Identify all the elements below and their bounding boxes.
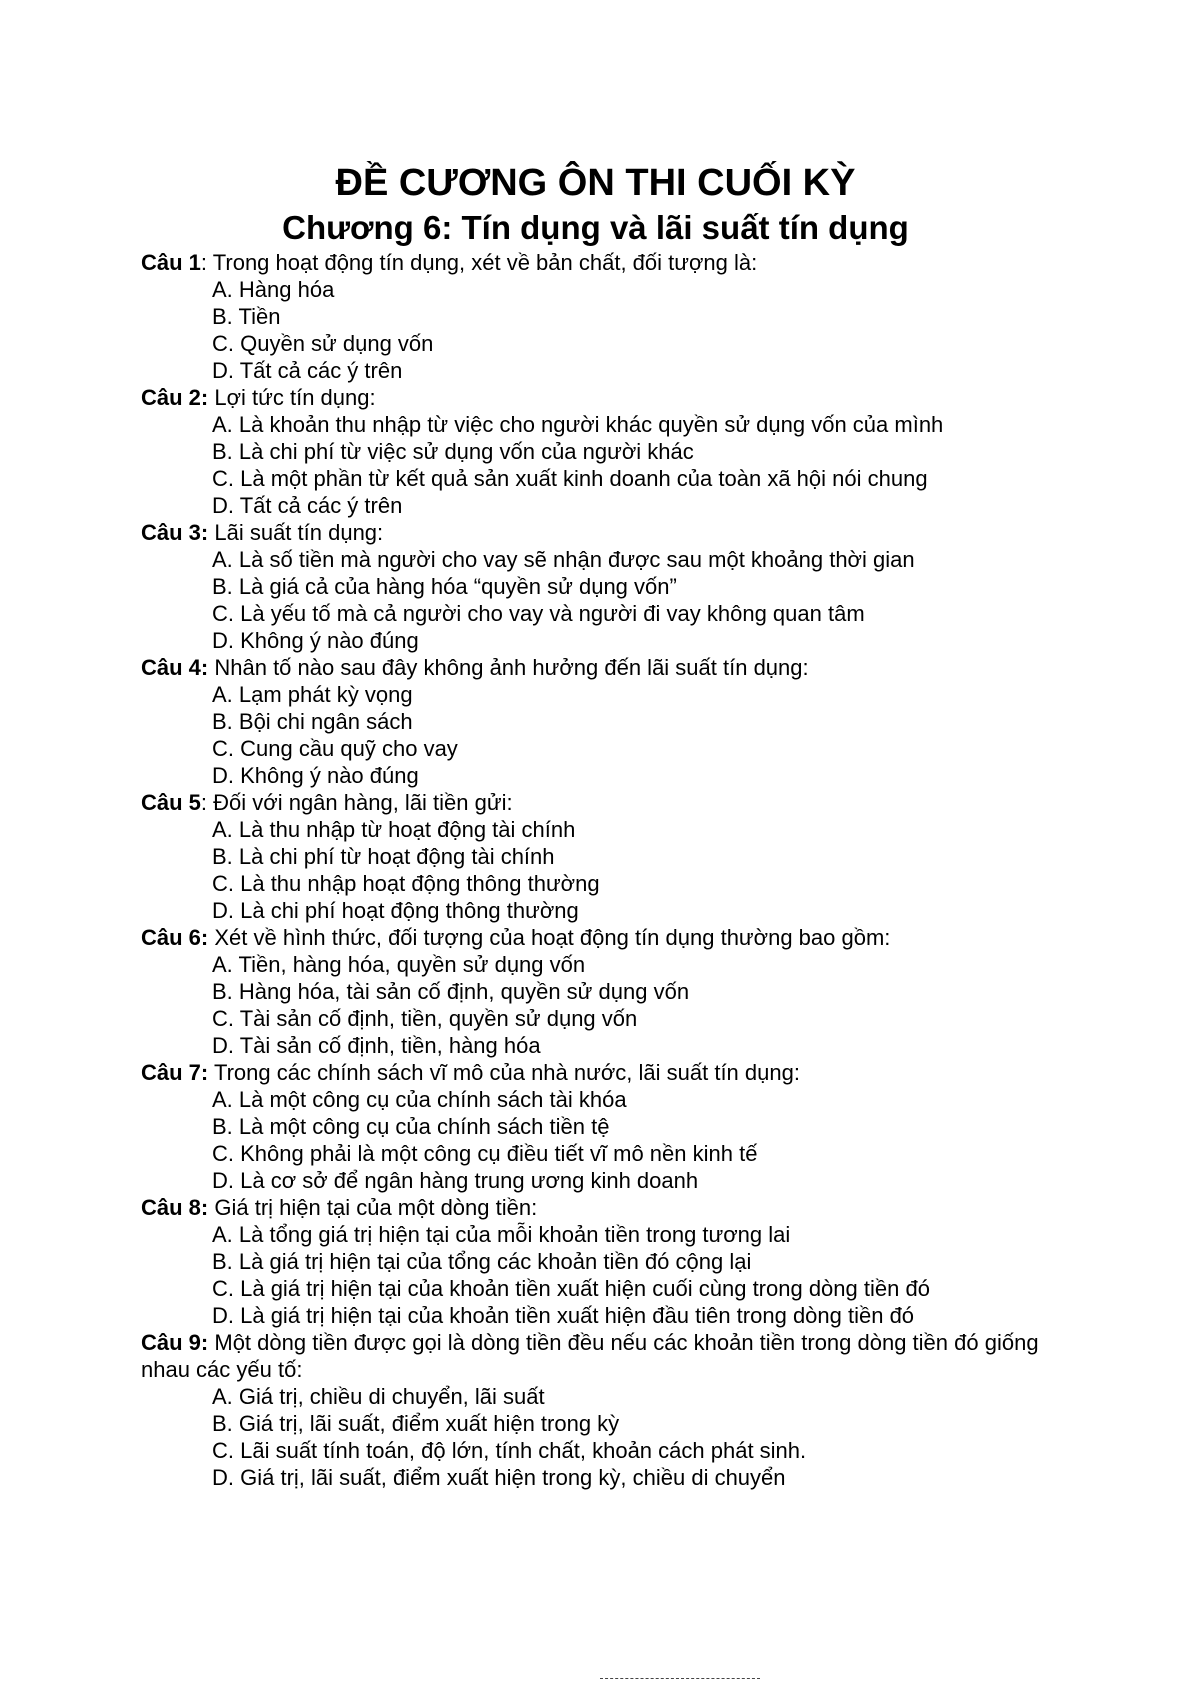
question-text: Xét về hình thức, đối tượng của hoạt động tín dụng thường bao gồm: (208, 925, 891, 950)
answer-options (141, 276, 1041, 384)
question-text: Trong hoạt động tín dụng, xét về bản chất, đối tượng là: (207, 250, 758, 275)
answer-option: D. Tất cả các ý trên (212, 358, 403, 383)
answer-option: D. Là chi phí hoạt động thông thường (212, 898, 579, 923)
answer-options (141, 1383, 1041, 1491)
question-stem (141, 1329, 1041, 1383)
question-separator: : (200, 250, 208, 275)
question-block (141, 1329, 1041, 1491)
answer-option: A. Giá trị, chiều di chuyển, lãi suất (212, 1384, 545, 1409)
answer-option: D. Tài sản cố định, tiền, hàng hóa (212, 1033, 541, 1058)
answer-option: A. Là một công cụ của chính sách tài khóa (212, 1087, 627, 1112)
answer-option: C. Là thu nhập hoạt động thông thường (212, 871, 600, 896)
answer-option: B. Hàng hóa, tài sản cố định, quyền sử dụng vốn (212, 979, 690, 1004)
question-number: Câu 8: (141, 1195, 209, 1220)
answer-option: B. Giá trị, lãi suất, điểm xuất hiện trong kỳ (212, 1411, 620, 1436)
answer-option: B. Là một công cụ của chính sách tiền tệ (212, 1114, 610, 1139)
question-block (141, 1059, 1041, 1194)
answer-option: C. Là yếu tố mà cả người cho vay và người đi vay không quan tâm (212, 601, 865, 626)
question-text: Giá trị hiện tại của một dòng tiền: (208, 1195, 538, 1220)
answer-option: C. Không phải là một công cụ điều tiết vĩ mô nền kinh tế (212, 1141, 758, 1166)
question-stem (141, 384, 1041, 411)
answer-option: B. Tiền (212, 304, 281, 329)
answer-options (141, 816, 1041, 924)
answer-option: A. Là số tiền mà người cho vay sẽ nhận được sau một khoảng thời gian (212, 547, 915, 572)
answer-option: A. Lạm phát kỳ vọng (212, 682, 413, 707)
answer-option: A. Là tổng giá trị hiện tại của mỗi khoản tiền trong tương lai (212, 1222, 791, 1247)
answer-option: A. Hàng hóa (212, 277, 335, 302)
question-text: Trong các chính sách vĩ mô của nhà nước, lãi suất tín dụng: (208, 1060, 800, 1085)
question-stem (141, 249, 1041, 276)
answer-option: C. Lãi suất tính toán, độ lớn, tính chất, khoản cách phát sinh. (212, 1438, 807, 1463)
document-title: ĐỀ CƯƠNG ÔN THI CUỐI KỲ (335, 162, 856, 204)
question-stem (141, 519, 1041, 546)
question-block (141, 519, 1041, 654)
answer-option: D. Là giá trị hiện tại của khoản tiền xuất hiện đầu tiên trong dòng tiền đó (212, 1303, 915, 1328)
answer-option: D. Tất cả các ý trên (212, 493, 403, 518)
answer-option: D. Giá trị, lãi suất, điểm xuất hiện trong kỳ, chiều di chuyển (212, 1465, 786, 1490)
question-text: Lãi suất tín dụng: (208, 520, 384, 545)
answer-option: B. Là chi phí từ hoạt động tài chính (212, 844, 555, 869)
answer-options (141, 546, 1041, 654)
answer-option: C. Là giá trị hiện tại của khoản tiền xuất hiện cuối cùng trong dòng tiền đó (212, 1276, 930, 1301)
question-number: Câu 7: (141, 1060, 209, 1085)
question-number: Câu 1 (141, 250, 201, 275)
answer-option: B. Là chi phí từ việc sử dụng vốn của người khác (212, 439, 694, 464)
question-block (141, 1194, 1041, 1329)
question-text: Nhân tố nào sau đây không ảnh hưởng đến lãi suất tín dụng: (208, 655, 809, 680)
question-stem (141, 924, 1041, 951)
answer-option: A. Là thu nhập từ hoạt động tài chính (212, 817, 576, 842)
answer-option: D. Không ý nào đúng (212, 628, 419, 653)
question-number: Câu 6: (141, 925, 209, 950)
answer-options (141, 681, 1041, 789)
question-text: Một dòng tiền được gọi là dòng tiền đều nếu các khoản tiền trong dòng tiền đó giống nhau các yếu tố: (141, 1330, 1039, 1382)
answer-option: B. Bội chi ngân sách (212, 709, 413, 734)
question-number: Câu 3: (141, 520, 209, 545)
question-number: Câu 2: (141, 385, 209, 410)
question-block (141, 789, 1041, 924)
question-number: Câu 4: (141, 655, 209, 680)
question-block (141, 249, 1041, 384)
answer-option: C. Cung cầu quỹ cho vay (212, 736, 458, 761)
chapter-title: Chương 6: Tín dụng và lãi suất tín dụng (282, 209, 909, 246)
question-block (141, 384, 1041, 519)
answer-options (141, 1086, 1041, 1194)
answer-option: D. Không ý nào đúng (212, 763, 419, 788)
answer-option: B. Là giá trị hiện tại của tổng các khoản tiền đó cộng lại (212, 1249, 752, 1274)
answer-options (141, 951, 1041, 1059)
question-stem (141, 1059, 1041, 1086)
question-list (141, 249, 1041, 1491)
question-text: Lợi tức tín dụng: (208, 385, 376, 410)
question-separator: : (200, 790, 208, 815)
question-stem (141, 789, 1041, 816)
answer-options (141, 1221, 1041, 1329)
answer-option: D. Là cơ sở để ngân hàng trung ương kinh doanh (212, 1168, 699, 1193)
answer-option: A. Là khoản thu nhập từ việc cho người khác quyền sử dụng vốn của mình (212, 412, 944, 437)
answer-option: A. Tiền, hàng hóa, quyền sử dụng vốn (212, 952, 586, 977)
question-number: Câu 9: (141, 1330, 209, 1355)
question-block (141, 924, 1041, 1059)
question-stem (141, 1194, 1041, 1221)
question-block (141, 654, 1041, 789)
footer-rule (600, 1678, 760, 1679)
answer-option: B. Là giá cả của hàng hóa “quyền sử dụng vốn” (212, 574, 677, 599)
answer-option: C. Quyền sử dụng vốn (212, 331, 434, 356)
question-text: Đối với ngân hàng, lãi tiền gửi: (207, 790, 513, 815)
answer-option: C. Tài sản cố định, tiền, quyền sử dụng vốn (212, 1006, 638, 1031)
question-number: Câu 5 (141, 790, 201, 815)
question-stem (141, 654, 1041, 681)
answer-option: C. Là một phần từ kết quả sản xuất kinh doanh của toàn xã hội nói chung (212, 466, 928, 491)
answer-options (141, 411, 1041, 519)
